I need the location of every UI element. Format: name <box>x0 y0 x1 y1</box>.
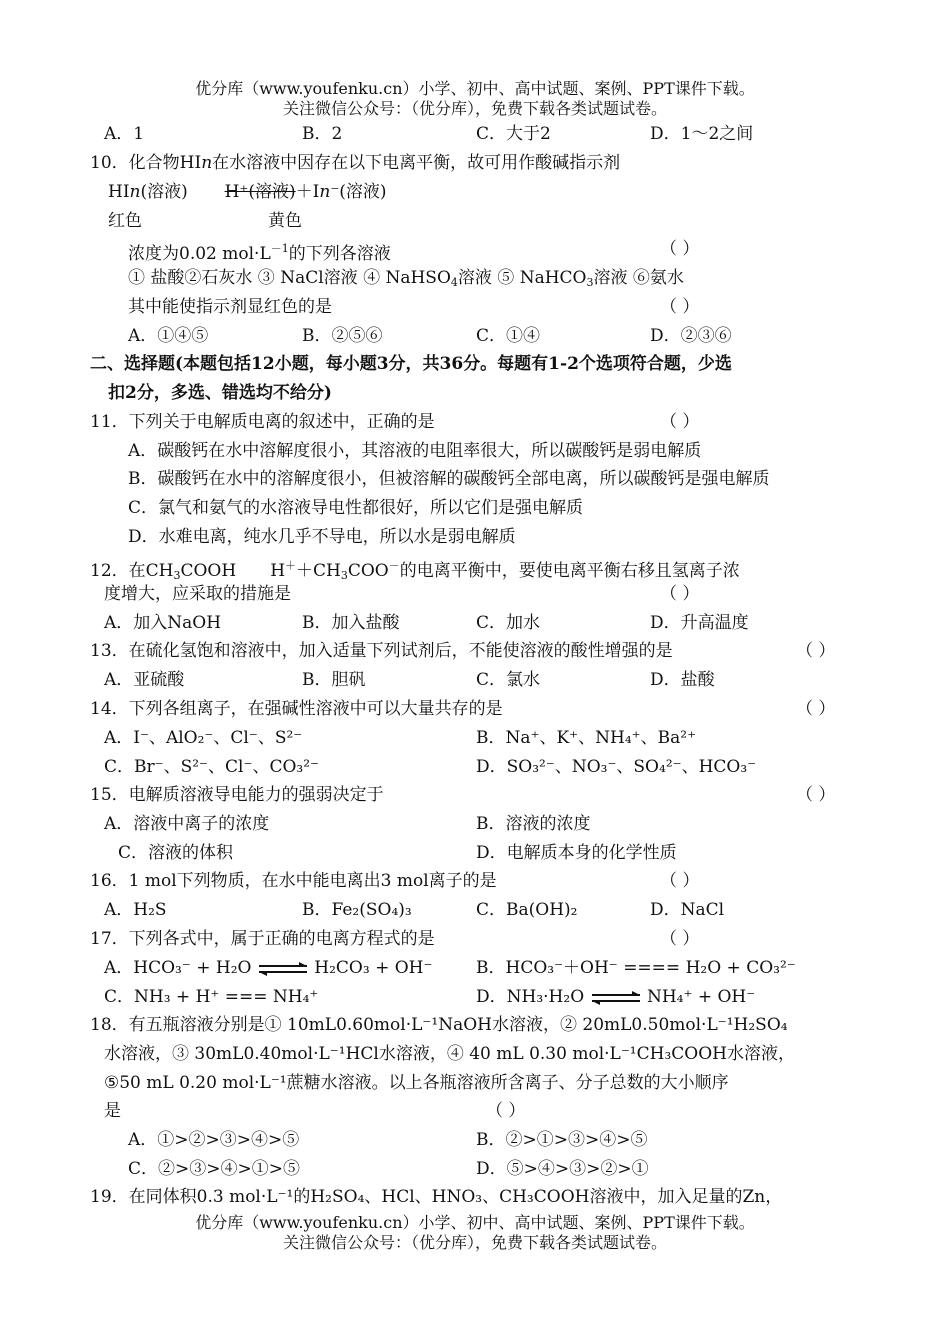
q10-stem: 10．化合物HIn在水溶液中因存在以下电离平衡，故可用作酸碱指示剂 <box>90 153 621 173</box>
q18-option-a: A．①>②>③>④>⑤ <box>128 1130 300 1150</box>
q16-stem: 16．1 mol下列物质，在水中能电离出3 mol离子的是 <box>90 871 497 891</box>
q10-color-red: 红色 <box>108 211 142 231</box>
q16-option-c: C．Ba(OH)₂ <box>476 900 578 920</box>
q15-option-b: B．溶液的浓度 <box>476 814 591 834</box>
q17-option-c: C．NH₃ + H⁺ === NH₄⁺ <box>104 987 319 1007</box>
equilibrium-arrow-icon <box>257 962 309 976</box>
q18-option-b: B．②>①>③>④>⑤ <box>476 1130 648 1150</box>
q17-option-a: A．HCO₃⁻ + H₂O H₂CO₃ + OH⁻ <box>104 958 433 978</box>
q15-option-a: A．溶液中离子的浓度 <box>104 814 270 834</box>
q18-stem-line-3: ⑤50 mL 0.20 mol·L⁻¹蔗糖水溶液。以上各瓶溶液所含离子、分子总数的大小顺序 <box>104 1073 729 1093</box>
q13-stem: 13．在硫化氢饱和溶液中，加入适量下列试剂后，不能使溶液的酸性增强的是 <box>90 641 673 661</box>
q11-stem: 11．下列关于电解质电离的叙述中，正确的是 <box>90 412 435 432</box>
q14-option-a: A．I⁻、AlO₂⁻、Cl⁻、S²⁻ <box>104 728 303 748</box>
q11-option-a: A．碳酸钙在水中溶解度很小，其溶液的电阻率很大，所以碳酸钙是弱电解质 <box>128 441 702 461</box>
equilibrium-arrow-icon <box>590 991 642 1005</box>
q14-option-d: D．SO₃²⁻、NO₃⁻、SO₄²⁻、HCO₃⁻ <box>476 757 757 777</box>
q14-bracket: （ ） <box>796 699 836 719</box>
q17-option-b: B．HCO₃⁻＋OH⁻ ==== H₂O + CO₃²⁻ <box>476 958 796 978</box>
q11-option-b: B．碳酸钙在水中的溶解度很小，但被溶解的碳酸钙全部电离，所以碳酸钙是强电解质 <box>128 469 770 489</box>
q15-stem: 15．电解质溶液导电能力的强弱决定于 <box>90 785 384 805</box>
q12-option-c: C．加水 <box>476 613 541 633</box>
q9-option-d: D．1～2之间 <box>650 124 754 144</box>
q9-option-b: B．2 <box>302 124 343 144</box>
q10-bracket-1: （ ） <box>660 239 700 259</box>
q12-option-d: D．升高温度 <box>650 613 749 633</box>
q10-option-b: B．②⑤⑥ <box>302 326 383 346</box>
q17-bracket: （ ） <box>660 929 700 949</box>
q10-option-c: C．①④ <box>476 326 541 346</box>
q14-option-c: C．Br⁻、S²⁻、Cl⁻、CO₃²⁻ <box>104 757 319 777</box>
q12-stem-line-2: 度增大，应采取的措施是 <box>104 584 291 604</box>
q18-stem-line-4: 是 <box>104 1101 121 1121</box>
q14-option-b: B．Na⁺、K⁺、NH₄⁺、Ba²⁺ <box>476 728 697 748</box>
q10-concentration: 浓度为0.02 $mol\cdot L^{-1}$的下列各溶液 <box>128 242 391 264</box>
q10-eq-hplus: H⁺(溶液) <box>224 182 296 202</box>
q12-bracket: （ ） <box>660 584 700 604</box>
q13-option-b: B．胆矾 <box>302 670 366 690</box>
header-line-1: 优分库（www.youfenku.cn）小学、初中、高中试题、案例、PPT课件下载。 <box>195 79 755 98</box>
q11-option-d: D．水难电离，纯水几乎不导电，所以水是弱电解质 <box>128 527 516 547</box>
q19-stem: 19．在同体积0.3 mol·L⁻¹的H₂SO₄、HCl、HNO₃、CH₃COOH溶液中，加入足量的Zn， <box>90 1187 783 1207</box>
q10-bracket-2: （ ） <box>660 297 700 317</box>
q16-option-d: D．NaCl <box>650 900 725 920</box>
q18-stem-line-1: 18．有五瓶溶液分别是① 10mL0.60mol·L⁻¹NaOH水溶液，② 20mL0.50mol·L⁻¹H₂SO₄ <box>90 1015 788 1035</box>
q17-option-d: D．NH₃·H₂O NH₄⁺ + OH⁻ <box>476 987 756 1007</box>
q13-option-c: C．氯水 <box>476 670 541 690</box>
q9-option-c: C．大于2 <box>476 124 551 144</box>
q16-option-a: A．H₂S <box>104 900 167 920</box>
q18-option-d: D．⑤>④>③>②>① <box>476 1159 649 1179</box>
q16-bracket: （ ） <box>660 871 700 891</box>
q13-option-a: A．亚硫酸 <box>104 670 185 690</box>
q10-equilibrium: HIn(溶液) H⁺(溶液)＋In⁻(溶液) <box>108 182 387 202</box>
q10-option-d: D．②③⑥ <box>650 326 732 346</box>
q9-option-a: A．1 <box>104 124 145 144</box>
q17-stem: 17．下列各式中，属于正确的电离方程式的是 <box>90 929 435 949</box>
section-2-title-line-2: 扣2分，多选、错选均不给分) <box>108 383 332 403</box>
q14-stem: 14．下列各组离子，在强碱性溶液中可以大量共存的是 <box>90 699 503 719</box>
q10-solution-list: ① 盐酸②石灰水 ③ NaCl溶液 ④ NaHSO$_4$溶液 ⑤ NaHCO$_3$溶液 ⑥氨水 <box>128 268 684 289</box>
q10-option-a: A．①④⑤ <box>128 326 209 346</box>
q11-option-c: C．氯气和氨气的水溶液导电性都很好，所以它们是强电解质 <box>128 498 584 518</box>
q15-option-c: C．溶液的体积 <box>118 843 234 863</box>
section-2-title-line-1: 二、选择题(本题包括12小题，每小题3分，共36分。每题有1-2个选项符合题，少选 <box>90 354 732 374</box>
footer-line-1: 优分库（www.youfenku.cn）小学、初中、高中试题、案例、PPT课件下载。 <box>195 1213 755 1232</box>
q10-color-yellow: 黄色 <box>268 211 302 231</box>
q15-bracket: （ ） <box>796 785 836 805</box>
q18-stem-line-2: 水溶液，③ 30mL0.40mol·L⁻¹HCl水溶液，④ 40 mL 0.30 mol·L⁻¹CH₃COOH水溶液， <box>104 1044 795 1064</box>
q15-option-d: D．电解质本身的化学性质 <box>476 843 677 863</box>
header-line-2: 关注微信公众号：（优分库），免费下载各类试题试卷。 <box>282 99 667 118</box>
q12-stem-line-1: 12．在$CH_3COOH$ $H^++CH_3COO^-$的电离平衡中，要使电离平衡右移且氢离子浓 <box>90 559 740 582</box>
q11-bracket: （ ） <box>660 412 700 432</box>
q12-option-a: A．加入NaOH <box>104 613 222 633</box>
q18-option-c: C．②>③>④>①>⑤ <box>128 1159 300 1179</box>
q13-option-d: D．盐酸 <box>650 670 715 690</box>
q18-bracket: （ ） <box>486 1101 526 1121</box>
q13-bracket: （ ） <box>796 641 836 661</box>
q12-option-b: B．加入盐酸 <box>302 613 400 633</box>
q16-option-b: B．Fe₂(SO₄)₃ <box>302 900 412 920</box>
q10-question: 其中能使指示剂显红色的是 <box>128 297 332 317</box>
footer-line-2: 关注微信公众号：（优分库），免费下载各类试题试卷。 <box>282 1233 667 1252</box>
